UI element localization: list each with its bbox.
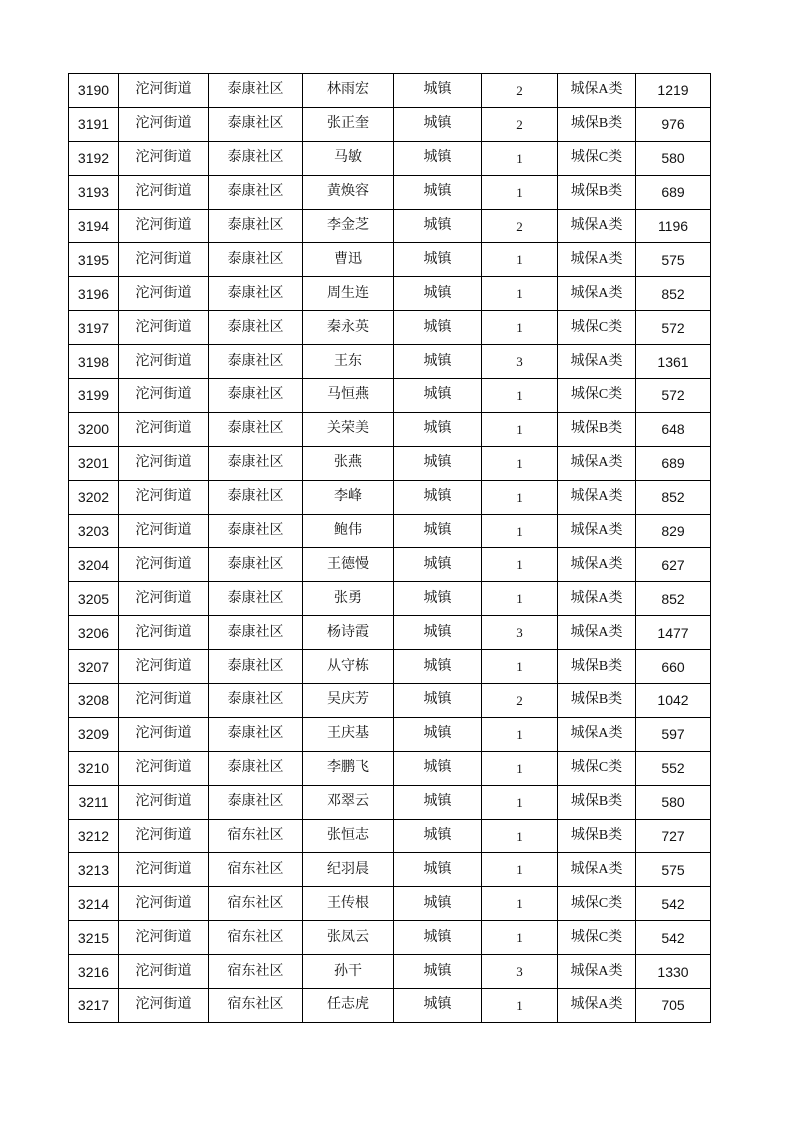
cell-community: 泰康社区: [209, 141, 303, 175]
cell-area: 城镇: [394, 548, 482, 582]
cell-community: 宿东社区: [209, 887, 303, 921]
cell-community: 泰康社区: [209, 412, 303, 446]
table-row: [69, 243, 711, 277]
cell-area: 城镇: [394, 345, 482, 379]
cell-amount: 1477: [636, 616, 711, 650]
cell-amount: 542: [636, 921, 711, 955]
cell-amount: 689: [636, 446, 711, 480]
cell-community: 泰康社区: [209, 243, 303, 277]
cell-street: 沱河街道: [119, 345, 209, 379]
cell-community: 泰康社区: [209, 74, 303, 108]
cell-id: 3202: [69, 480, 119, 514]
cell-name: 张凤云: [303, 921, 394, 955]
cell-id: 3203: [69, 514, 119, 548]
cell-street: 沱河街道: [119, 175, 209, 209]
cell-community: 宿东社区: [209, 819, 303, 853]
cell-count: 2: [482, 209, 558, 243]
table-row: [69, 650, 711, 684]
cell-street: 沱河街道: [119, 311, 209, 345]
cell-id: 3217: [69, 989, 119, 1023]
cell-community: 泰康社区: [209, 514, 303, 548]
cell-amount: 689: [636, 175, 711, 209]
cell-amount: 580: [636, 141, 711, 175]
cell-area: 城镇: [394, 785, 482, 819]
cell-street: 沱河街道: [119, 514, 209, 548]
cell-count: 1: [482, 514, 558, 548]
cell-category: 城保A类: [558, 514, 636, 548]
cell-street: 沱河街道: [119, 548, 209, 582]
cell-name: 王东: [303, 345, 394, 379]
cell-street: 沱河街道: [119, 887, 209, 921]
cell-category: 城保A类: [558, 277, 636, 311]
cell-area: 城镇: [394, 717, 482, 751]
cell-category: 城保A类: [558, 446, 636, 480]
cell-category: 城保B类: [558, 175, 636, 209]
table-row: [69, 616, 711, 650]
cell-count: 2: [482, 684, 558, 718]
cell-community: 泰康社区: [209, 616, 303, 650]
cell-name: 张勇: [303, 582, 394, 616]
data-table: [68, 73, 711, 1023]
cell-name: 林雨宏: [303, 74, 394, 108]
cell-category: 城保A类: [558, 717, 636, 751]
cell-community: 泰康社区: [209, 650, 303, 684]
cell-street: 沱河街道: [119, 684, 209, 718]
table-row: [69, 209, 711, 243]
cell-amount: 852: [636, 582, 711, 616]
cell-id: 3210: [69, 751, 119, 785]
cell-count: 1: [482, 785, 558, 819]
cell-community: 泰康社区: [209, 751, 303, 785]
cell-count: 1: [482, 243, 558, 277]
cell-name: 吴庆芳: [303, 684, 394, 718]
cell-area: 城镇: [394, 921, 482, 955]
cell-area: 城镇: [394, 819, 482, 853]
table-row: [69, 446, 711, 480]
cell-count: 1: [482, 141, 558, 175]
cell-name: 王德慢: [303, 548, 394, 582]
cell-amount: 1219: [636, 74, 711, 108]
cell-id: 3214: [69, 887, 119, 921]
cell-category: 城保B类: [558, 650, 636, 684]
cell-street: 沱河街道: [119, 74, 209, 108]
cell-street: 沱河街道: [119, 480, 209, 514]
cell-id: 3196: [69, 277, 119, 311]
cell-area: 城镇: [394, 107, 482, 141]
cell-area: 城镇: [394, 853, 482, 887]
cell-category: 城保C类: [558, 751, 636, 785]
cell-category: 城保A类: [558, 480, 636, 514]
cell-community: 宿东社区: [209, 921, 303, 955]
table-row: [69, 717, 711, 751]
cell-count: 1: [482, 819, 558, 853]
cell-id: 3200: [69, 412, 119, 446]
cell-community: 泰康社区: [209, 175, 303, 209]
cell-area: 城镇: [394, 514, 482, 548]
cell-count: 1: [482, 480, 558, 514]
cell-count: 2: [482, 107, 558, 141]
cell-category: 城保B类: [558, 412, 636, 446]
cell-category: 城保C类: [558, 311, 636, 345]
cell-id: 3194: [69, 209, 119, 243]
cell-street: 沱河街道: [119, 751, 209, 785]
cell-street: 沱河街道: [119, 616, 209, 650]
table-row: [69, 887, 711, 921]
cell-name: 周生连: [303, 277, 394, 311]
cell-name: 纪羽晨: [303, 853, 394, 887]
table-row: [69, 514, 711, 548]
cell-count: 1: [482, 311, 558, 345]
cell-count: 1: [482, 989, 558, 1023]
cell-name: 杨诗霞: [303, 616, 394, 650]
table-row: [69, 345, 711, 379]
cell-community: 泰康社区: [209, 107, 303, 141]
cell-community: 宿东社区: [209, 853, 303, 887]
cell-street: 沱河街道: [119, 209, 209, 243]
cell-name: 张燕: [303, 446, 394, 480]
table-row: [69, 311, 711, 345]
cell-id: 3213: [69, 853, 119, 887]
cell-count: 1: [482, 853, 558, 887]
cell-count: 1: [482, 650, 558, 684]
cell-id: 3198: [69, 345, 119, 379]
cell-name: 任志虎: [303, 989, 394, 1023]
cell-category: 城保C类: [558, 921, 636, 955]
cell-street: 沱河街道: [119, 955, 209, 989]
cell-community: 泰康社区: [209, 379, 303, 413]
cell-name: 李金芝: [303, 209, 394, 243]
cell-community: 泰康社区: [209, 446, 303, 480]
cell-community: 泰康社区: [209, 345, 303, 379]
cell-area: 城镇: [394, 650, 482, 684]
cell-count: 1: [482, 379, 558, 413]
cell-community: 泰康社区: [209, 277, 303, 311]
table-row: [69, 751, 711, 785]
cell-street: 沱河街道: [119, 785, 209, 819]
cell-id: 3216: [69, 955, 119, 989]
cell-street: 沱河街道: [119, 853, 209, 887]
cell-area: 城镇: [394, 379, 482, 413]
cell-id: 3205: [69, 582, 119, 616]
cell-name: 马恒燕: [303, 379, 394, 413]
cell-name: 王庆基: [303, 717, 394, 751]
cell-name: 关荣美: [303, 412, 394, 446]
cell-street: 沱河街道: [119, 107, 209, 141]
table-row: [69, 480, 711, 514]
cell-street: 沱河街道: [119, 243, 209, 277]
cell-street: 沱河街道: [119, 650, 209, 684]
cell-id: 3204: [69, 548, 119, 582]
cell-area: 城镇: [394, 412, 482, 446]
cell-count: 1: [482, 548, 558, 582]
cell-community: 宿东社区: [209, 955, 303, 989]
cell-id: 3207: [69, 650, 119, 684]
cell-name: 黄焕容: [303, 175, 394, 209]
cell-id: 3211: [69, 785, 119, 819]
table-row: [69, 955, 711, 989]
table-row: [69, 582, 711, 616]
cell-category: 城保A类: [558, 955, 636, 989]
cell-name: 曹迅: [303, 243, 394, 277]
cell-category: 城保C类: [558, 379, 636, 413]
cell-count: 1: [482, 175, 558, 209]
cell-name: 李鹏飞: [303, 751, 394, 785]
cell-amount: 852: [636, 480, 711, 514]
cell-community: 泰康社区: [209, 582, 303, 616]
cell-amount: 1042: [636, 684, 711, 718]
table-row: [69, 684, 711, 718]
cell-street: 沱河街道: [119, 379, 209, 413]
cell-street: 沱河街道: [119, 446, 209, 480]
cell-category: 城保A类: [558, 582, 636, 616]
cell-community: 泰康社区: [209, 311, 303, 345]
cell-amount: 829: [636, 514, 711, 548]
cell-amount: 597: [636, 717, 711, 751]
cell-id: 3190: [69, 74, 119, 108]
cell-id: 3201: [69, 446, 119, 480]
cell-name: 孙干: [303, 955, 394, 989]
cell-count: 1: [482, 277, 558, 311]
cell-community: 泰康社区: [209, 785, 303, 819]
cell-name: 邓翠云: [303, 785, 394, 819]
cell-category: 城保B类: [558, 684, 636, 718]
cell-street: 沱河街道: [119, 921, 209, 955]
cell-count: 1: [482, 887, 558, 921]
cell-id: 3192: [69, 141, 119, 175]
cell-amount: 575: [636, 243, 711, 277]
cell-area: 城镇: [394, 616, 482, 650]
cell-count: 1: [482, 412, 558, 446]
cell-street: 沱河街道: [119, 717, 209, 751]
cell-street: 沱河街道: [119, 989, 209, 1023]
cell-id: 3191: [69, 107, 119, 141]
cell-area: 城镇: [394, 446, 482, 480]
cell-amount: 705: [636, 989, 711, 1023]
cell-category: 城保B类: [558, 785, 636, 819]
cell-area: 城镇: [394, 955, 482, 989]
cell-community: 泰康社区: [209, 684, 303, 718]
cell-amount: 976: [636, 107, 711, 141]
cell-id: 3208: [69, 684, 119, 718]
table-row: [69, 989, 711, 1023]
cell-area: 城镇: [394, 311, 482, 345]
table-row: [69, 141, 711, 175]
cell-area: 城镇: [394, 141, 482, 175]
cell-street: 沱河街道: [119, 277, 209, 311]
cell-street: 沱河街道: [119, 819, 209, 853]
cell-amount: 660: [636, 650, 711, 684]
cell-area: 城镇: [394, 480, 482, 514]
cell-category: 城保A类: [558, 345, 636, 379]
cell-amount: 552: [636, 751, 711, 785]
cell-area: 城镇: [394, 887, 482, 921]
cell-category: 城保A类: [558, 74, 636, 108]
cell-name: 马敏: [303, 141, 394, 175]
cell-area: 城镇: [394, 751, 482, 785]
cell-street: 沱河街道: [119, 582, 209, 616]
table-row: [69, 175, 711, 209]
cell-street: 沱河街道: [119, 141, 209, 175]
cell-id: 3215: [69, 921, 119, 955]
cell-name: 张恒志: [303, 819, 394, 853]
cell-area: 城镇: [394, 209, 482, 243]
cell-community: 泰康社区: [209, 717, 303, 751]
cell-category: 城保B类: [558, 107, 636, 141]
cell-count: 1: [482, 582, 558, 616]
cell-category: 城保C类: [558, 887, 636, 921]
cell-amount: 648: [636, 412, 711, 446]
cell-category: 城保A类: [558, 853, 636, 887]
cell-name: 秦永英: [303, 311, 394, 345]
cell-amount: 580: [636, 785, 711, 819]
cell-id: 3206: [69, 616, 119, 650]
cell-area: 城镇: [394, 74, 482, 108]
cell-name: 从守栋: [303, 650, 394, 684]
cell-name: 张正奎: [303, 107, 394, 141]
table-row: [69, 548, 711, 582]
cell-amount: 575: [636, 853, 711, 887]
cell-count: 1: [482, 717, 558, 751]
table-row: [69, 412, 711, 446]
cell-amount: 572: [636, 311, 711, 345]
cell-count: 3: [482, 345, 558, 379]
table-body: [69, 74, 711, 1023]
table-row: [69, 853, 711, 887]
table-row: [69, 74, 711, 108]
cell-community: 泰康社区: [209, 209, 303, 243]
cell-amount: 727: [636, 819, 711, 853]
cell-amount: 852: [636, 277, 711, 311]
table-row: [69, 277, 711, 311]
cell-id: 3199: [69, 379, 119, 413]
cell-category: 城保C类: [558, 141, 636, 175]
table-row: [69, 379, 711, 413]
cell-amount: 1330: [636, 955, 711, 989]
table-row: [69, 921, 711, 955]
cell-category: 城保A类: [558, 548, 636, 582]
cell-count: 3: [482, 616, 558, 650]
cell-area: 城镇: [394, 175, 482, 209]
cell-area: 城镇: [394, 989, 482, 1023]
cell-community: 泰康社区: [209, 480, 303, 514]
cell-amount: 1361: [636, 345, 711, 379]
cell-count: 1: [482, 751, 558, 785]
cell-id: 3195: [69, 243, 119, 277]
cell-count: 1: [482, 921, 558, 955]
cell-amount: 1196: [636, 209, 711, 243]
cell-id: 3197: [69, 311, 119, 345]
cell-count: 2: [482, 74, 558, 108]
cell-area: 城镇: [394, 243, 482, 277]
cell-category: 城保A类: [558, 243, 636, 277]
cell-id: 3193: [69, 175, 119, 209]
cell-id: 3209: [69, 717, 119, 751]
cell-category: 城保B类: [558, 819, 636, 853]
cell-area: 城镇: [394, 582, 482, 616]
cell-name: 王传根: [303, 887, 394, 921]
cell-category: 城保A类: [558, 209, 636, 243]
cell-community: 泰康社区: [209, 548, 303, 582]
cell-id: 3212: [69, 819, 119, 853]
table-row: [69, 107, 711, 141]
cell-area: 城镇: [394, 277, 482, 311]
cell-name: 鲍伟: [303, 514, 394, 548]
cell-community: 宿东社区: [209, 989, 303, 1023]
cell-category: 城保A类: [558, 616, 636, 650]
cell-area: 城镇: [394, 684, 482, 718]
table-row: [69, 819, 711, 853]
cell-count: 1: [482, 446, 558, 480]
cell-count: 3: [482, 955, 558, 989]
cell-amount: 542: [636, 887, 711, 921]
cell-category: 城保A类: [558, 989, 636, 1023]
cell-name: 李峰: [303, 480, 394, 514]
cell-amount: 572: [636, 379, 711, 413]
cell-amount: 627: [636, 548, 711, 582]
table-row: [69, 785, 711, 819]
cell-street: 沱河街道: [119, 412, 209, 446]
